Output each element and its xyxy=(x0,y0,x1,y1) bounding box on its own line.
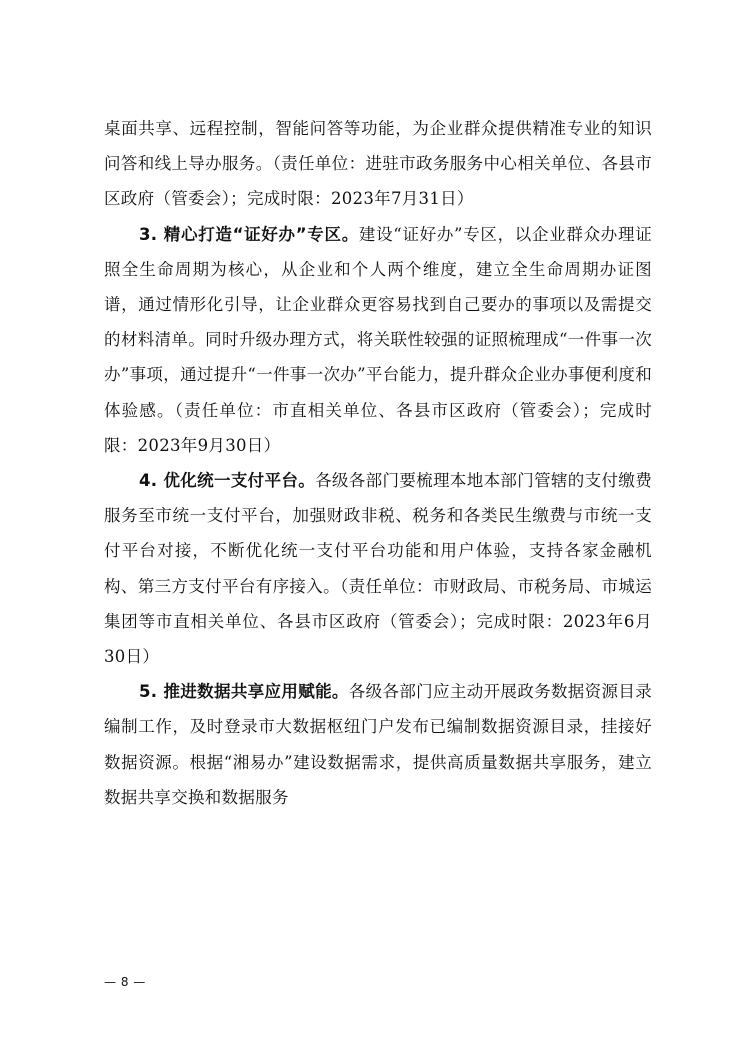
paragraph-body: 各级各部门应主动开展政务数据资源目录编制工作，及时登录市大数据枢纽门户发布已编制数据资源目录，挂接好数据资源。根据“湘易办”建设数据需求，提供高质量数据共享服务，建立数据共享交换和数据服务 xyxy=(104,682,652,807)
paragraph-body: 桌面共享、远程控制，智能问答等功能，为企业群众提供精准专业的知识问答和线上导办服务。（责任单位：进驻市政务服务中心相关单位、各县市区政府（管委会）；完成时限：2023年7月31日） xyxy=(104,119,652,209)
paragraph-heading: 3. 精心打造“证好办”专区。 xyxy=(139,224,359,244)
paragraph-heading: 4. 优化统一支付平台。 xyxy=(139,471,316,491)
paragraph-item-4 xyxy=(104,463,652,674)
paragraph-continuation xyxy=(104,111,652,217)
document-body xyxy=(104,111,652,815)
paragraph-heading: 5. 推进数据共享应用赋能。 xyxy=(139,682,349,702)
paragraph-body: 各级各部门要梳理本地本部门管辖的支付缴费服务至市统一支付平台，加强财政非税、税务和各类民生缴费与市统一支付平台对接，不断优化统一支付平台功能和用户体验，支持各家金融机构、第三方支付平台有序接入。（责任单位：市财政局、市税务局、市城运集团等市直相关单位、各县市区政府（管委会）；完成时限：2023年6月30日） xyxy=(104,471,652,667)
paragraph-body: 建设“证好办”专区，以企业群众办理证照全生命周期为核心，从企业和个人两个维度，建立全生命周期办证图谱，通过情形化引导，让企业群众更容易找到自己要办的事项以及需提交的材料清单。同时升级办理方式，将关联性较强的证照梳理成“一件事一次办”事项，通过提升“一件事一次办”平台能力，提升群众企业办事便利度和体验感。（责任单位：市直相关单位、各县市区政府（管委会）；完成时限：2023年9月30日） xyxy=(104,224,652,455)
paragraph-item-3 xyxy=(104,217,652,463)
page-number: — 8 — xyxy=(104,975,146,989)
paragraph-item-5 xyxy=(104,674,652,815)
